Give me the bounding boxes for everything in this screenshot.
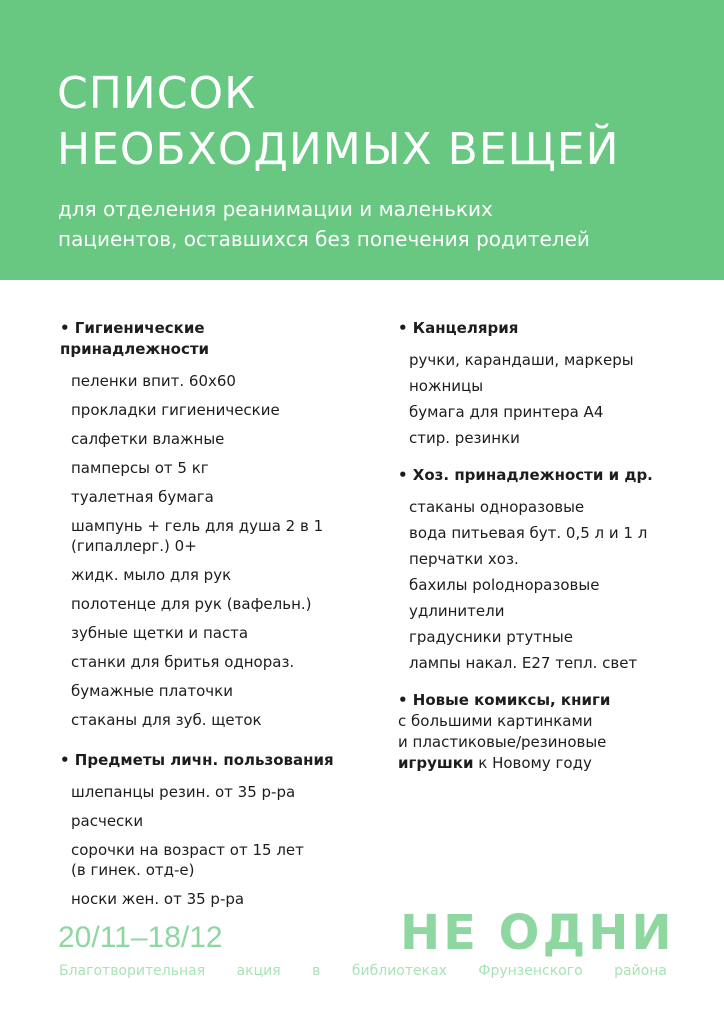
list-item: шампунь + гель для душа 2 в 1 (гипаллерг.) 0+ xyxy=(71,517,324,555)
section-title: • Канцелярия xyxy=(398,319,519,337)
subtitle-line: пациентов, оставшихся без попечения родителей xyxy=(58,227,590,251)
list-item: памперсы от 5 кг xyxy=(71,459,209,477)
page-title xyxy=(57,66,620,178)
note-line: игрушки к Новому году xyxy=(398,754,592,772)
page-subtitle xyxy=(58,194,590,254)
list-item: расчески xyxy=(71,812,144,830)
list-item: станки для бритья однораз. xyxy=(71,653,295,671)
campaign-caption: Благотворительная акция в библиотеках Фрунзенского района xyxy=(59,963,667,979)
list-item: ручки, карандаши, маркеры xyxy=(409,351,634,369)
list-item: зубные щетки и паста xyxy=(71,624,249,642)
section-stationery xyxy=(398,318,698,451)
campaign-brand: НЕ ОДНИ xyxy=(400,905,675,961)
section-title: • Предметы личн. пользования xyxy=(60,751,334,769)
list-item: туалетная бумага xyxy=(71,488,214,506)
campaign-dates: 20/11–18/12 xyxy=(58,921,223,954)
list-item: перчатки хоз. xyxy=(409,550,519,568)
list-item: прокладки гигиенические xyxy=(71,401,280,419)
item-list xyxy=(398,347,698,451)
note-line: и пластиковые/резиновые xyxy=(398,733,607,751)
title-line: СПИСОК xyxy=(57,68,257,119)
left-column xyxy=(60,318,370,929)
list-item: вода питьевая бут. 0,5 л и 1 л xyxy=(409,524,648,542)
list-item: ножницы xyxy=(409,377,484,395)
header-banner xyxy=(0,0,724,280)
list-item: стир. резинки xyxy=(409,429,520,447)
list-item: салфетки влажные xyxy=(71,430,225,448)
item-list xyxy=(60,368,370,736)
list-item: носки жен. от 35 р-ра xyxy=(71,890,245,908)
section-title: • Хоз. принадлежности и др. xyxy=(398,466,653,484)
title-line: НЕОБХОДИМЫХ ВЕЩЕЙ xyxy=(57,124,620,175)
section-hygiene xyxy=(60,318,370,736)
list-item: бахилы polодноразовые xyxy=(409,576,600,594)
section-title: • Гигиенические принадлежности xyxy=(60,319,210,358)
list-item: градусники ртутные xyxy=(409,628,573,646)
list-item: полотенце для рук (вафельн.) xyxy=(71,595,312,613)
right-column xyxy=(398,318,698,774)
section-comics xyxy=(398,690,698,774)
item-list xyxy=(398,494,698,676)
list-item: шлепанцы резин. от 35 р-ра xyxy=(71,783,296,801)
list-item: удлинители xyxy=(409,602,505,620)
list-item: лампы накал. Е27 тепл. свет xyxy=(409,654,638,672)
list-item: жидк. мыло для рук xyxy=(71,566,232,584)
list-item: стаканы одноразовые xyxy=(409,498,585,516)
section-personal xyxy=(60,750,370,915)
section-title: • Новые комиксы, книги xyxy=(398,691,611,709)
list-item: стаканы для зуб. щеток xyxy=(71,711,262,729)
list-item: бумажные платочки xyxy=(71,682,233,700)
section-household xyxy=(398,465,698,676)
list-item: сорочки на возраст от 15 лет (в гинек. отд-е) xyxy=(71,841,304,879)
note-line: с большими картинками xyxy=(398,712,593,730)
list-item: бумага для принтера А4 xyxy=(409,403,604,421)
subtitle-line: для отделения реанимации и маленьких xyxy=(58,197,493,221)
item-list xyxy=(60,779,370,915)
list-item: пеленки впит. 60х60 xyxy=(71,372,236,390)
